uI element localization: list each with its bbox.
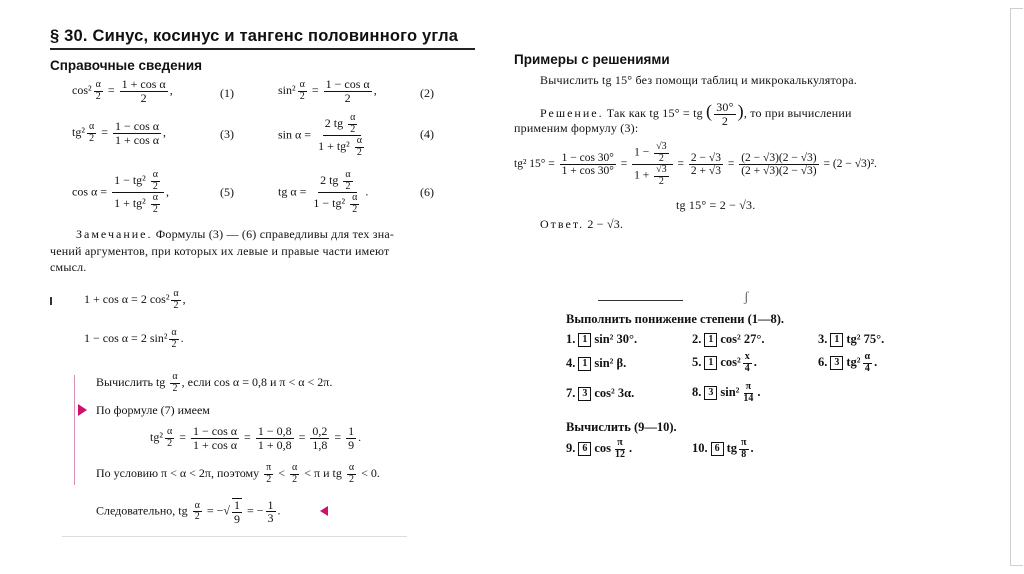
condition-line: По условию π < α < 2π, поэтому $\frac{\pi}{2}$ < $\frac{\alpha}{2}$ < π и tg $\frac{\alpha}{2}$ < 0. bbox=[96, 462, 380, 485]
reference-heading: Справочные сведения bbox=[50, 58, 203, 73]
fragment-bottom-rule bbox=[62, 536, 407, 537]
formula-1: cos² $\frac{\alpha}{2}$ = $\frac{\text{1 + cos α}}{2}$ , bbox=[72, 77, 173, 105]
tag-1: (1) bbox=[220, 86, 234, 100]
formula-2: sin² $\frac{\alpha}{2}$ = $\frac{\text{1 − cos α}}{2}$ , bbox=[278, 77, 377, 105]
identity-2: 1 − cos α = 2 sin² $\frac{\alpha}{2}$ . bbox=[84, 327, 184, 350]
by-formula-text: По формуле (7) имеем bbox=[96, 403, 210, 417]
task-bracket bbox=[74, 375, 75, 485]
tag-4: (4) bbox=[420, 127, 434, 141]
exercise-3: 3. 1 tg² 75°. bbox=[818, 332, 885, 346]
section-title: § 30. Синус, косинус и тангенс половинного угла bbox=[50, 27, 459, 45]
title-underline bbox=[50, 48, 475, 50]
conclusion-line: Следовательно, tg $\frac{\alpha}{2}$ = −√ $\frac{1}{9}$ = − $\frac{1}{3}$ . bbox=[96, 497, 281, 526]
note-paragraph: Замечание. Формулы (3) — (6) справедливы для тех зна- bbox=[76, 227, 395, 241]
exercise-7: 7. 3 cos² 3α. bbox=[566, 386, 635, 400]
exercise-4: 4. 1 sin² β. bbox=[566, 356, 627, 370]
solution-line: Решение. Так как tg 15° = tg ( $\frac{30^\circ}{2}$ ), то при вычислении bbox=[540, 100, 852, 128]
decor-glyph: ʃ bbox=[744, 290, 749, 305]
formula-3: tg² $\frac{\alpha}{2}$ = $\frac{\text{1 − cos α}}{\text{1 + cos α}}$ , bbox=[72, 119, 167, 147]
exercise-8: 8. 3 sin² $\frac{\pi}{14}$ . bbox=[692, 381, 761, 404]
end-marker-icon bbox=[320, 506, 328, 516]
exercise-9: 9. 6 cos $\frac{\pi}{12}$ . bbox=[566, 437, 633, 460]
half-angle-calc: tg² $\frac{\alpha}{2}$ = $\frac{\text{1 − cos α}}{\text{1 + cos α}}$ = $\frac{1 - 0,8}{1 + 0,8}$ = $\frac{0,2}{1,8}$ = $\frac{1}{9}$ . bbox=[150, 424, 362, 452]
exercise-top-rule bbox=[598, 300, 683, 301]
exercise-heading: Выполнить понижение степени (1—8). bbox=[566, 312, 785, 326]
tag-5: (5) bbox=[220, 185, 234, 199]
note-line-2: чений аргументов, при которых их левые и правые части имеют bbox=[50, 244, 390, 258]
exercise-1: 1. 1 sin² 30°. bbox=[566, 332, 638, 346]
apply-formula-text: применим формулу (3): bbox=[514, 121, 639, 135]
exercise-10: 10. 6 tg $\frac{\pi}{8}$ . bbox=[692, 437, 754, 460]
example-task: Вычислить tg 15° без помощи таблиц и микрокалькулятора. bbox=[540, 73, 857, 87]
tg15-result: tg 15° = 2 − √3. bbox=[676, 198, 756, 212]
examples-heading: Примеры с решениями bbox=[514, 52, 670, 67]
formula-4: sin α = 2 tg $\frac{\alpha}{2}$ 1 + tg² $\frac{\alpha}{2}$ bbox=[278, 112, 363, 158]
exercise-heading-2: Вычислить (9—10). bbox=[566, 420, 677, 434]
exercise-6: 6. 3 tg² $\frac{\alpha}{4}$ . bbox=[818, 351, 878, 374]
margin-mark bbox=[50, 297, 52, 305]
task-statement: Вычислить tg $\frac{\alpha}{2}$ , если cos α = 0,8 и π < α < 2π. bbox=[96, 371, 333, 394]
tag-3: (3) bbox=[220, 127, 234, 141]
tag-2: (2) bbox=[420, 86, 434, 100]
tag-6: (6) bbox=[420, 185, 434, 199]
exercise-5: 5. 1 cos² $\frac{x}{4}$ . bbox=[692, 351, 757, 374]
exercise-2: 2. 1 cos² 27°. bbox=[692, 332, 765, 346]
note-line-3: смысл. bbox=[50, 260, 87, 274]
formula-6: tg α = 2 tg $\frac{\alpha}{2}$ 1 − tg² $\frac{\alpha}{2}$ . bbox=[278, 169, 369, 215]
slide-frame bbox=[1010, 8, 1023, 566]
answer-line: Ответ. 2 − √3. bbox=[540, 217, 624, 231]
formula-5: cos α = 1 − tg² $\frac{\alpha}{2}$ 1 + tg² $\frac{\alpha}{2}$ , bbox=[72, 169, 170, 215]
identity-1: 1 + cos α = 2 cos² $\frac{\alpha}{2}$ , bbox=[84, 288, 186, 311]
tg15-derivation: tg² 15° = $\frac{1 - \cos 30^\circ}{1 + \cos 30^\circ}$ = 1 − $\frac{√3}{2}$ 1 + $\frac{√3}{2}$ = $\frac{2 - √3}{2 + √3}$ = $\frac{(2 - √3)(2 - √3)}{(2 + √3)(2 - √3)}$ = (2 − √3)². bbox=[514, 141, 877, 187]
solution-marker-icon bbox=[78, 404, 87, 416]
